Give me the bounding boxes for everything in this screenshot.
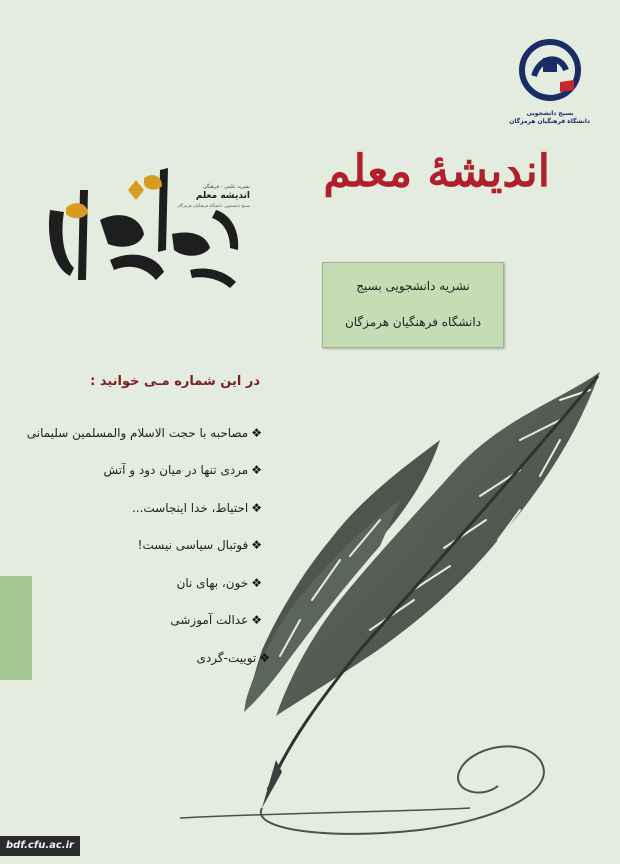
diamond-bullet-icon: ❖ <box>251 538 262 552</box>
toc-item-text: عدالت آموزشی <box>170 613 249 627</box>
toc-item-text: توییت-گردی <box>196 651 257 665</box>
site-watermark: bdf.cfu.ac.ir <box>0 836 80 856</box>
toc-item <box>10 611 262 629</box>
contents-heading: در این شماره مـی خوانید : <box>90 374 260 389</box>
publisher-line2: دانشگاه فرهنگیان هرمزگان <box>344 315 482 329</box>
emblem-caption-line1: بسیج دانشجویی <box>526 110 574 117</box>
toc-item <box>10 499 262 517</box>
magazine-title: اندیشهٔ معلم <box>323 146 550 197</box>
diamond-bullet-icon: ❖ <box>251 426 262 440</box>
toc-item <box>10 649 270 667</box>
toc-item <box>10 461 262 479</box>
logo-subtitle-line1: نشریه علمی - فرهنگی <box>202 184 250 190</box>
diamond-bullet-icon: ❖ <box>251 576 262 590</box>
toc-item <box>10 574 262 592</box>
logo-subtitle-line2: بسیج دانشجویی دانشگاه فرهنگیان هرمزگان <box>176 203 250 208</box>
toc-item-text: خون، بهای نان <box>176 576 249 590</box>
diamond-bullet-icon: ❖ <box>251 613 262 627</box>
toc-item-text: مردی تنها در میان دود و آتش <box>103 463 249 477</box>
toc-item-text: احتیاط، خدا اینجاست... <box>131 501 249 515</box>
publisher-info-box <box>322 262 504 348</box>
toc-item <box>10 536 262 554</box>
diamond-bullet-icon: ❖ <box>251 463 262 477</box>
logo-name: اندیشه معلم <box>195 191 250 201</box>
diamond-bullet-icon: ❖ <box>251 501 262 515</box>
toc-item-text: فوتبال سیاسی نیست! <box>137 538 249 552</box>
publisher-line1: نشریه دانشجویی بسیج <box>356 279 470 293</box>
side-color-strip <box>0 576 32 680</box>
toc-item <box>10 424 262 442</box>
toc-item-text: مصاحبه با حجت الاسلام والمسلمین سلیمانی <box>26 426 249 440</box>
magazine-calligraphy-logo <box>40 150 252 300</box>
emblem-caption-line2: دانشگاه فرهنگیان هرمزگان <box>509 118 590 125</box>
basij-emblem-icon <box>510 36 590 108</box>
calligraphy-logo-icon <box>40 150 252 300</box>
diamond-bullet-icon: ❖ <box>259 651 270 665</box>
basij-emblem-logo <box>510 36 590 128</box>
